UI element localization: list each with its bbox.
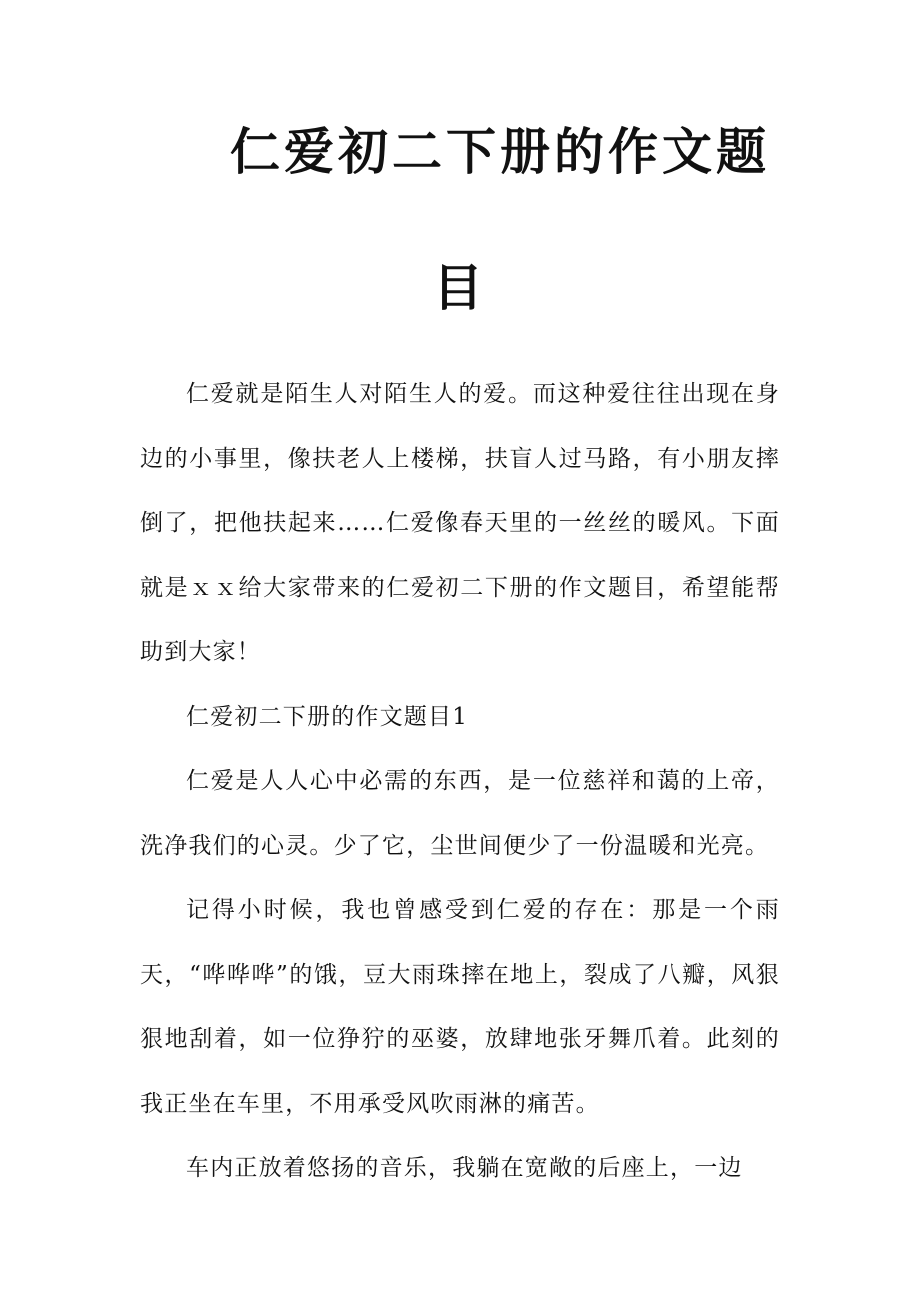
document-title: 仁爱初二下册的作文题 xyxy=(230,122,770,181)
paragraph: 仁爱是人人心中必需的东西，是一位慈祥和蔼的上帝，洗净我们的心灵。少了它，尘世间便少了一份温暖和光亮。 xyxy=(140,768,780,859)
paragraph: 车内正放着悠扬的音乐，我躺在宽敞的后座上，一边 xyxy=(186,1155,743,1181)
paragraph-intro: 仁爱就是陌生人对陌生人的爱。而这种爱往往出现在身边的小事里，像扶老人上楼梯，扶盲人过马路，有小朋友摔倒了，把他扶起来……仁爱像春天里的一丝丝的暖风。下面就是ｘｘ给大家带来的仁爱初二下册的作文题目，希望能帮助到大家！ xyxy=(140,381,780,665)
document-title-continued: 目 xyxy=(433,258,487,317)
paragraph: 记得小时候，我也曾感受到仁爱的存在：那是一个雨天，“哗哗哗”的饿，豆大雨珠摔在地上，裂成了八瓣，风狠狠地刮着，如一位狰狞的巫婆，放肆地张牙舞爪着。此刻的我正坐在车里，不用承受风吹雨淋的痛苦。 xyxy=(140,897,780,1117)
document-body xyxy=(140,362,780,1201)
section-heading: 仁爱初二下册的作文题目1 xyxy=(186,703,469,730)
